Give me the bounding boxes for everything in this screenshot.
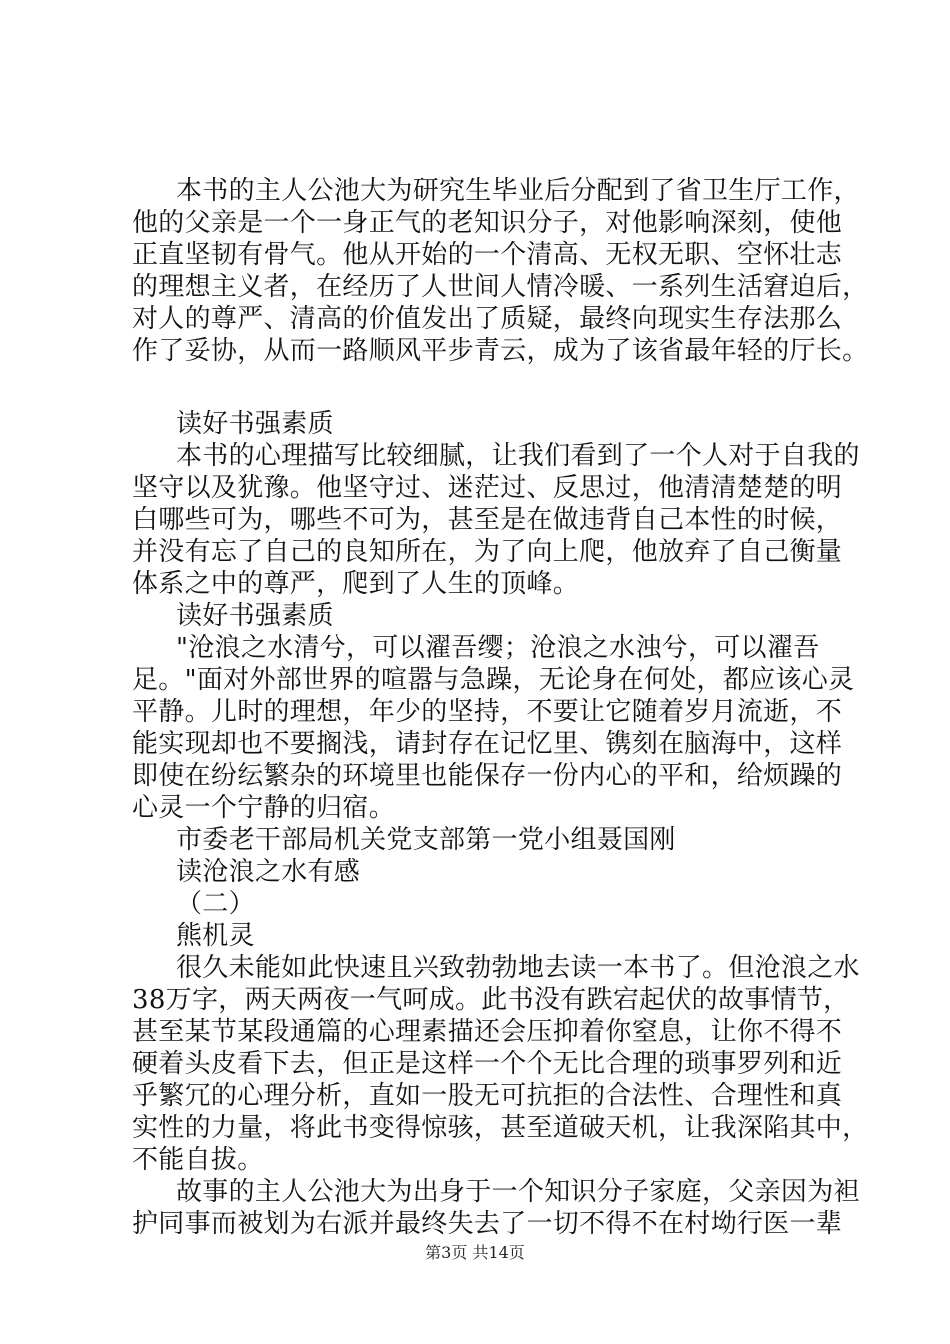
paragraph-gap <box>132 367 862 408</box>
text-line: 实性的力量，将此书变得惊骇，甚至道破天机，让我深陷其中， <box>132 1113 869 1143</box>
text-line: 甚至某节某段通篇的心理素描还会压抑着你窒息，让你不得不 <box>132 1017 843 1047</box>
page-number-footer: 第3页 共14页 <box>425 1243 525 1262</box>
text-line: 很久未能如此快速且兴致勃勃地去读一本书了。但沧浪之水 <box>176 953 860 983</box>
author-line: 市委老干部局机关党支部第一党小组聂国刚 <box>176 825 676 855</box>
text-line: 38万字，两天两夜一气呵成。此书没有跌宕起伏的故事情节， <box>132 985 850 1015</box>
text-line: 不能自拔。 <box>132 1145 264 1175</box>
text-line: "沧浪之水清兮，可以濯吾缨；沧浪之水浊兮，可以濯吾 <box>176 633 820 663</box>
text-line: 正直坚韧有骨气。他从开始的一个清高、无权无职、空怀壮志 <box>132 240 843 270</box>
paragraph-4 <box>132 952 869 1176</box>
paragraph-2 <box>132 440 862 600</box>
text-line: 体系之中的尊严，爬到了人生的顶峰。 <box>132 569 580 599</box>
article-title: 读沧浪之水有感 <box>176 857 361 887</box>
text-line: 心灵一个宁静的归宿。 <box>132 793 396 823</box>
text-line: 本书的心理描写比较细腻，让我们看到了一个人对于自我的 <box>176 441 860 471</box>
text-line: 对人的尊严、清高的价值发出了质疑，最终向现实生存法那么 <box>132 304 843 334</box>
text-line: 的理想主义者，在经历了人世间人情冷暖、一系列生活窘迫后， <box>132 272 869 302</box>
text-line: 并没有忘了自己的良知所在，为了向上爬，他放弃了自己衡量 <box>132 537 843 567</box>
paragraph-1 <box>132 175 869 367</box>
document-body <box>132 175 869 1240</box>
text-line: 乎繁冗的心理分析，直如一股无可抗拒的合法性、合理性和真 <box>132 1081 843 1111</box>
text-line: 足。"面对外部世界的喧嚣与急躁，无论身在何处，都应该心灵 <box>132 665 855 695</box>
section-heading: 读好书强素质 <box>176 601 334 631</box>
text-line: 护同事而被划为右派并最终失去了一切不得不在村坳行医一辈 <box>132 1209 843 1239</box>
text-line: 故事的主人公池大为出身于一个知识分子家庭，父亲因为袒 <box>176 1177 860 1207</box>
section-heading: 读好书强素质 <box>176 409 334 439</box>
text-line: 本书的主人公池大为研究生毕业后分配到了省卫生厅工作， <box>176 176 860 206</box>
text-line: 坚守以及犹豫。他坚守过、迷茫过、反思过，他清清楚楚的明 <box>132 473 843 503</box>
text-line: 平静。儿时的理想，年少的坚持，不要让它随着岁月流逝，不 <box>132 697 843 727</box>
article-part: （二） <box>176 889 255 919</box>
article-author: 熊机灵 <box>176 921 255 951</box>
text-line: 白哪些可为，哪些不可为，甚至是在做违背自己本性的时候， <box>132 505 843 535</box>
text-line: 硬着头皮看下去，但正是这样一个个无比合理的琐事罗列和近 <box>132 1049 843 1079</box>
paragraph-5 <box>132 1176 862 1240</box>
text-line: 作了妥协，从而一路顺风平步青云，成为了该省最年轻的厅长。 <box>132 336 869 366</box>
paragraph-3 <box>132 632 862 824</box>
text-line: 他的父亲是一个一身正气的老知识分子，对他影响深刻，使他 <box>132 208 843 238</box>
text-line: 能实现却也不要搁浅，请封存在记忆里、镌刻在脑海中，这样 <box>132 729 843 759</box>
text-line: 即使在纷纭繁杂的环境里也能保存一份内心的平和，给烦躁的 <box>132 761 843 791</box>
